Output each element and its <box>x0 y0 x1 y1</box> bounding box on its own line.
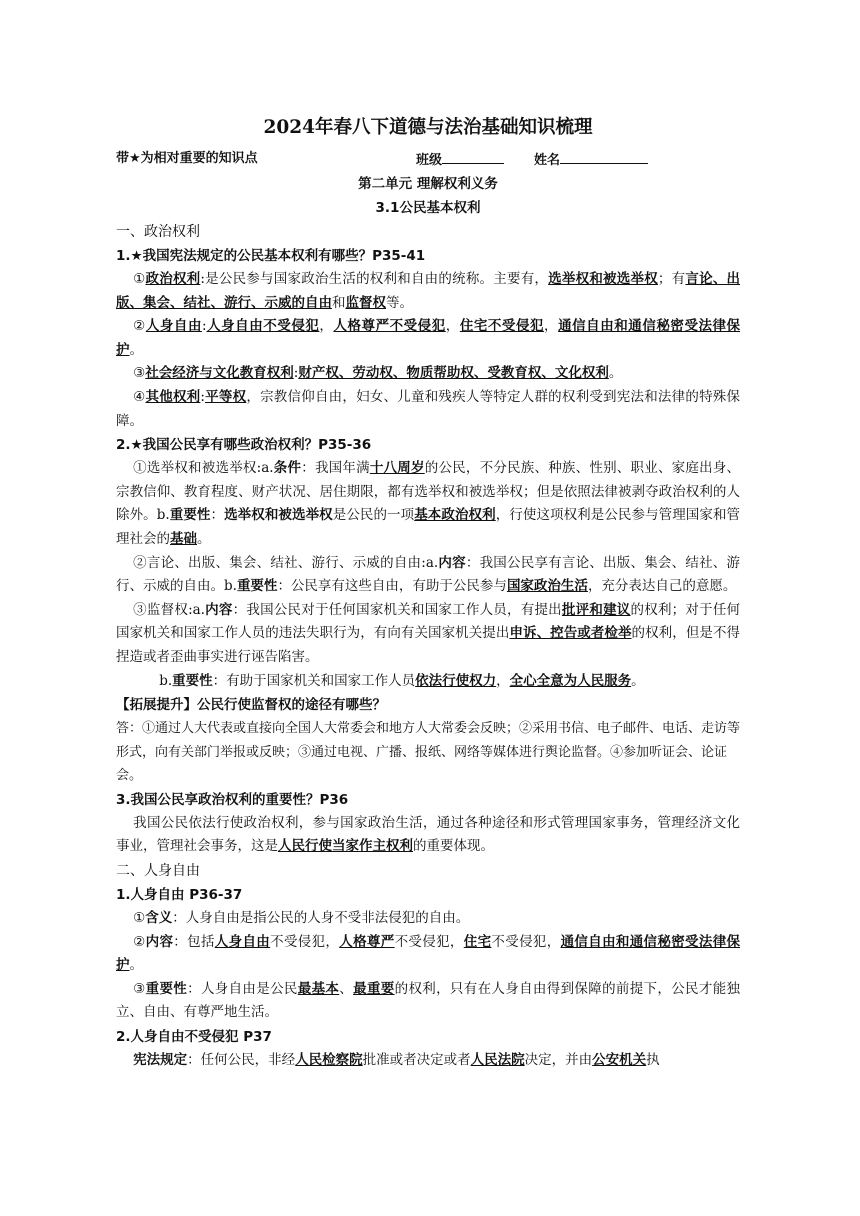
text-run: ：我国公民享有言论、出版、集会、结社、游行、示威的自由。b. <box>116 554 741 595</box>
emphasis-text: 言论、出版、集会、结社、游行、示威的自由 <box>116 271 741 311</box>
text-run: 。 <box>129 341 143 358</box>
emphasis-text: 国家政治生活 <box>506 578 588 595</box>
text-run: ：我国公民对于任何国家机关和国家工作人员，有提出 <box>232 601 562 618</box>
q3-answer <box>116 812 740 859</box>
emphasis-text: 全心全意为人民服务 <box>509 672 632 689</box>
q2-point-freedoms <box>116 552 740 599</box>
emphasis-text: 人身自由 <box>145 318 202 335</box>
text-run: ：我国年满 <box>301 460 370 477</box>
text-run: ： <box>210 507 225 524</box>
meta-row <box>116 148 740 172</box>
section-heading-political: 一、政治权利 <box>116 224 200 240</box>
emphasis-text: 社会经济与文化教育权利 <box>145 365 294 382</box>
text-run: ：公民享有这些自由，有助于公民参与 <box>277 578 507 595</box>
document-title: 2024年春八下道德与法治基础知识梳理 <box>263 117 593 138</box>
text-run: 和 <box>332 294 346 311</box>
name-field <box>534 148 648 172</box>
name-blank <box>560 148 648 164</box>
text-run: ：有助于国家机关和国家工作人员 <box>212 672 416 689</box>
text-run: :a. <box>188 601 205 618</box>
question-personal-2: 2.人身自由不受侵犯 P37 <box>116 1029 272 1046</box>
emphasis-text: 通信自由和通信秘密受法律保护 <box>116 318 741 358</box>
lesson-heading: 3.1公民基本权利 <box>375 200 481 216</box>
emphasis-text: 十八周岁 <box>369 460 425 477</box>
text-run: 宪法规定 <box>133 1052 188 1069</box>
question-2: 2.★我国公民享有哪些政治权利？P35-36 <box>116 437 372 454</box>
text-run: ：包括 <box>173 933 215 950</box>
emphasis-text: 通信自由和通信秘密受法律保护 <box>116 933 741 974</box>
r1-importance <box>116 978 740 1025</box>
emphasis-text: 最重要 <box>353 980 395 997</box>
text-run: ①选举权和被选举权 <box>133 460 257 477</box>
text-run: ① <box>133 271 146 287</box>
class-label: 班级 <box>416 153 443 168</box>
question-personal-1: 1.人身自由 P36-37 <box>116 887 243 904</box>
text-run: ，行使这项权利是公民参与管理国家和管理社会的 <box>116 507 741 547</box>
text-run: ， <box>445 318 460 335</box>
text-run: :a. <box>421 554 439 571</box>
extension-answer: 答：①通过人大代表或直接向全国人大常委会和地方人大常委会反映；②采用书信、电子邮件、电话、走访等形式，向有关部门举报或反映；③通过电视、广播、报纸、网络等媒体进行舆论监督。④参加听证会、论证会。 <box>116 721 741 784</box>
unit-heading: 第二单元 理解权利义务 <box>358 176 498 192</box>
emphasis-text: 申诉、控告或者检举 <box>509 625 632 642</box>
extension-heading: 【拓展提升】公民行使监督权的途径有哪些？ <box>116 697 386 714</box>
emphasis-text: 财产权、劳动权、物质帮助权、受教育权、文化权利 <box>298 365 609 382</box>
text-run: ③ <box>133 980 146 997</box>
text-run: 内容 <box>438 554 466 571</box>
question-3: 3.我国公民享政治权利的重要性？P36 <box>116 791 349 808</box>
emphasis-text: 依法行使权力 <box>415 672 497 689</box>
text-run: ：人身自由是公民 <box>187 980 298 997</box>
text-run: 内容 <box>145 933 174 950</box>
text-run: ，宗教信仰自由，妇女、儿童和残疾人等特定人群的权利受到宪法和法律的特殊保障。 <box>116 388 741 429</box>
emphasis-text: 住宅 <box>463 933 492 950</box>
text-run: 执 <box>646 1052 660 1069</box>
emphasis-text: 人民检察院 <box>295 1052 363 1069</box>
text-run: 、 <box>339 980 354 997</box>
emphasis-text: 人格尊严不受侵犯 <box>333 318 446 335</box>
question-1: 1.★我国宪法规定的公民基本权利有哪些？P35-41 <box>116 248 426 264</box>
text-run: 重要性 <box>236 578 278 595</box>
q1-point-social-economic <box>116 362 740 386</box>
class-blank <box>442 148 504 164</box>
r1-meaning <box>116 907 740 931</box>
emphasis-text: 人身自由不受侵犯 <box>206 318 320 335</box>
emphasis-text: 选举权和被选举权 <box>548 271 658 287</box>
text-run: 的重要体现。 <box>413 838 494 855</box>
q1-point-other-rights <box>116 386 740 433</box>
text-run: 条件 <box>273 460 302 477</box>
text-run: ，充分表达自己的意愿。 <box>587 578 737 595</box>
text-run: 的权利，但是不得捏造或者歪曲事实进行诬告陷害。 <box>116 625 741 665</box>
text-run: b. <box>159 672 173 689</box>
text-run: :a. <box>256 460 274 477</box>
name-label: 姓名 <box>534 153 561 168</box>
emphasis-text: 住宅不受侵犯 <box>459 318 545 335</box>
text-run: 选举权和被选举权 <box>224 507 333 524</box>
text-run: 。 <box>608 365 623 382</box>
section-heading-personal: 二、人身自由 <box>116 863 200 880</box>
text-run: 。 <box>129 957 143 974</box>
text-run: : <box>201 318 207 335</box>
text-run: 是公民的一项 <box>332 507 415 524</box>
text-run: ②言论、出版、集会、结社、游行、示威的自由 <box>133 554 422 571</box>
emphasis-text: 人民法院 <box>470 1052 525 1069</box>
text-run: ；有 <box>657 271 686 287</box>
emphasis-text: 基础 <box>170 530 197 547</box>
class-field <box>416 148 534 172</box>
emphasis-text: 公安机关 <box>592 1052 647 1069</box>
emphasis-text: 批评和建议 <box>561 601 631 618</box>
text-run: 不受侵犯， <box>491 933 561 950</box>
text-run: 我国公民依法行使政治权利，参与国家政治生活，通过各种途径和形式管理国家事务，管理经济文化事业，管理社会事务，这是 <box>116 814 740 855</box>
text-run: :是公民参与国家政治生活的权利和自由的统称。主要有， <box>200 271 549 287</box>
text-run: 的公民，不分民族、种族、性别、职业、家庭出身、宗教信仰、教育程度、财产状况、居住期限，都有选举权和被选举权；但是依照法律被剥夺政治权利的人除外。b. <box>116 460 741 524</box>
text-run: 。 <box>197 530 211 547</box>
text-run: ：人身自由是指公民的人身不受非法侵犯的自由。 <box>172 910 470 927</box>
q1-point-personal-freedom <box>116 315 740 362</box>
text-run: ③监督权 <box>133 601 189 618</box>
text-run: 的权利，只有在人身自由得到保障的前提下，公民才能独立、自由、有尊严地生活。 <box>116 980 741 1021</box>
emphasis-text: 平等权 <box>204 388 247 405</box>
emphasis-text: 监督权 <box>345 294 386 311</box>
text-run: 。 <box>631 672 645 689</box>
text-run: 重要性 <box>172 672 213 689</box>
text-run: 重要性 <box>145 980 188 997</box>
text-run: ② <box>133 318 146 335</box>
emphasis-text: 基本政治权利 <box>414 507 496 524</box>
emphasis-text: 人身自由 <box>214 933 271 950</box>
text-run: 重要性 <box>169 507 211 524</box>
star-note: 带★为相对重要的知识点 <box>116 151 258 166</box>
text-run: : <box>293 365 299 382</box>
text-run: 决定，并由 <box>524 1052 593 1069</box>
text-run: 不受侵犯， <box>394 933 464 950</box>
q2-point-election <box>116 457 740 551</box>
text-run: ， <box>544 318 559 335</box>
emphasis-text: 人格尊严 <box>339 933 395 950</box>
q2-supervision-importance <box>116 670 740 694</box>
text-run: : <box>200 388 205 405</box>
text-run: ③ <box>133 365 146 382</box>
emphasis-text: 政治权利 <box>145 271 201 287</box>
r1-content <box>116 931 740 978</box>
text-run: ④ <box>133 388 146 405</box>
emphasis-text: 人民行使当家作主权利 <box>278 838 413 855</box>
text-run: 含义 <box>145 910 173 927</box>
text-run: ② <box>133 933 146 950</box>
text-run: 的权利；对于任何国家机关和国家工作人员的违法失职行为，有向有关国家机关提出 <box>116 601 741 642</box>
q1-point-political-rights <box>116 268 740 315</box>
text-run: ， <box>496 672 510 689</box>
document-body <box>116 114 740 1073</box>
emphasis-text: 其他权利 <box>145 388 201 405</box>
r2-constitution <box>116 1049 740 1073</box>
text-run: 内容 <box>204 601 233 618</box>
emphasis-text: 最基本 <box>297 980 340 997</box>
q2-point-supervision <box>116 599 740 670</box>
text-run: 批准或者决定或者 <box>362 1052 471 1069</box>
text-run: ：任何公民，非经 <box>187 1052 296 1069</box>
text-run: ， <box>319 318 334 335</box>
text-run: 不受侵犯， <box>270 933 340 950</box>
text-run: 等。 <box>386 294 413 311</box>
text-run: ① <box>133 910 146 927</box>
